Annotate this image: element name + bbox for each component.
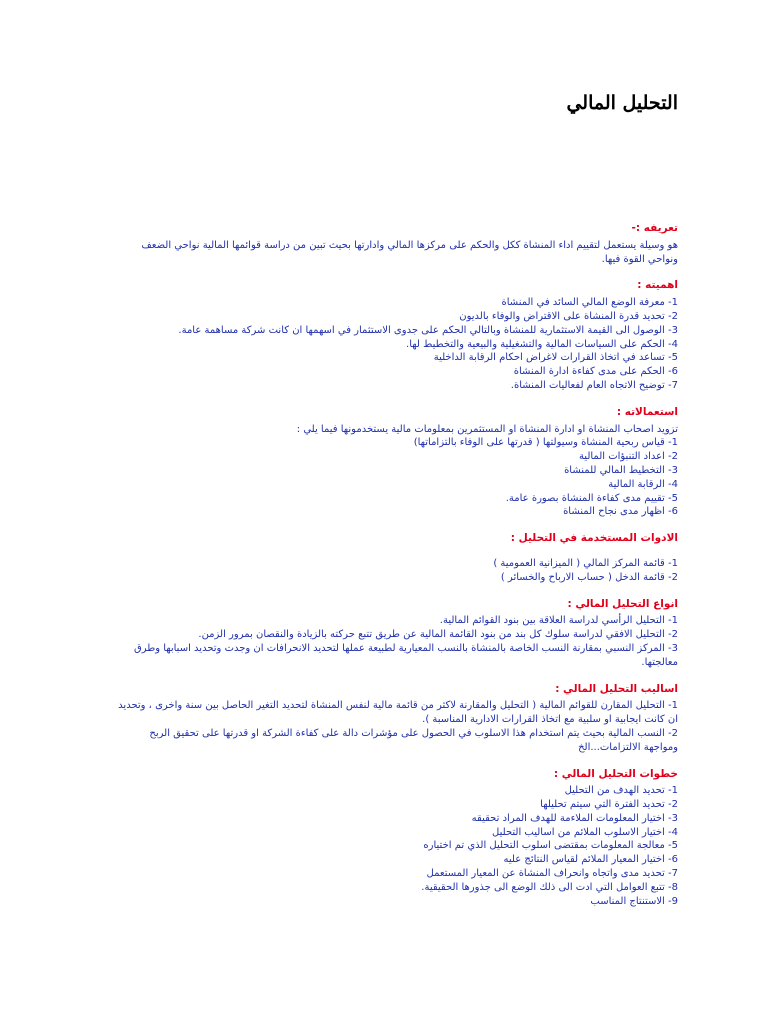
text-line: 4- اختيار الاسلوب الملائم من اساليب التحليل bbox=[492, 826, 678, 838]
section bbox=[118, 683, 678, 755]
text-line: 2- التحليل الافقي لدراسة سلوك كل بند من بنود القائمة المالية عن طريق تتبع حركته بالزيادة والنقصان بمرور الزمن. bbox=[198, 629, 678, 641]
text-line: 2- اعداد التنبؤات المالية bbox=[578, 451, 678, 463]
page-title: التحليل المالي bbox=[566, 92, 678, 114]
text-line: 7- تحديد مدى واتجاه وانحراف المنشاة عن المعيار المستعمل bbox=[426, 868, 678, 880]
text-line: 4- الحكم على السياسات المالية والتشغيلية والبيعية والتخطيط لها. bbox=[406, 338, 678, 350]
spacer bbox=[118, 549, 678, 557]
text-line: 1- التحليل الرأسي لدراسة العلاقة بين بنود القوائم المالية. bbox=[439, 615, 678, 627]
text-line: 2- قائمة الدخل ( حساب الارباح والخسائر ) bbox=[500, 571, 678, 583]
text-line: 1- تحديد الهدف من التحليل bbox=[564, 785, 678, 797]
section-heading: تعريفه :- bbox=[631, 222, 678, 234]
section-heading: انواع التحليل المالي : bbox=[567, 597, 678, 610]
section-heading: الادوات المستخدمة في التحليل : bbox=[510, 532, 678, 545]
text-line: 7- توضيح الاتجاه العام لفعاليات المنشاة. bbox=[510, 379, 678, 391]
text-line: 2- النسب المالية بحيث يتم استخدام هذا الاسلوب في الحصول على مؤشرات دالة على كفاءة الشركة او قدرتها على تحقيق الربح ومواجهة الالتزامات...الخ bbox=[149, 727, 678, 753]
section bbox=[118, 768, 678, 909]
text-line: 1- التحليل المقارن للقوائم المالية ( التحليل والمقارنة لاكثر من قائمة مالية لنفس المنشاة لتحديد التغير الحاصل بين سنة واخرى ، وتحديد ان كانت ايجابية او سلبية مع اتخاذ القرارات الادارية المناسبة ). bbox=[118, 700, 678, 726]
text-line: تزويد اصحاب المنشاة او ادارة المنشاة او المستثمرين بمعلومات مالية يستخدمونها فيما يلي : bbox=[296, 423, 678, 435]
section bbox=[118, 598, 678, 670]
text-line: 1- معرفة الوضع المالي السائد في المنشاة bbox=[501, 297, 678, 309]
text-line: 5- تساعد في اتخاذ القرارات لاغراض احكام الرقابة الداخلية bbox=[433, 352, 678, 364]
section-heading: استعمالاته : bbox=[616, 405, 678, 418]
section bbox=[118, 406, 678, 519]
text-line: 3- المركز النسبي بمقارنة النسب الخاصة بالمنشاة بالنسب المعيارية لطبيعة عملها لتحديد الانحرافات ان وجدت وتحديد اسبابها وطرق معالجتها. bbox=[133, 642, 678, 668]
text-line: 2- تحديد قدرة المنشاة على الاقتراض والوفاء بالديون bbox=[459, 310, 678, 322]
section-heading: خطوات التحليل المالي : bbox=[553, 767, 678, 780]
text-line: 6- اظهار مدى نجاح المنشاة bbox=[563, 506, 678, 518]
section bbox=[118, 222, 678, 266]
section bbox=[118, 532, 678, 584]
text-line: 1- قائمة المركز المالي ( الميزانية العمومية ) bbox=[493, 557, 678, 569]
text-line: 3- الوصول الى القيمة الاستثمارية للمنشاة وبالتالي الحكم على جدوى الاستثمار في اسهمها ان كانت شركة مساهمة عامة. bbox=[178, 324, 678, 336]
text-line: 2- تحديد الفترة التي سيتم تحليلها bbox=[540, 799, 678, 811]
text-line: 8- تتبع العوامل التي ادت الى ذلك الوضع الى جذورها الحقيقية. bbox=[421, 881, 678, 893]
text-line: 3- اختيار المعلومات الملاءمة للهدف المراد تحقيقه bbox=[471, 812, 678, 824]
text-line: 6- الحكم على مدى كفاءة ادارة المنشاة bbox=[513, 366, 678, 378]
section-heading: اساليب التحليل المالي : bbox=[555, 682, 678, 695]
text-line: 5- معالجة المعلومات بمقتضى اسلوب التحليل الذي تم اختياره bbox=[423, 840, 678, 852]
text-line: 6- اختيار المعيار الملائم لقياس النتائج عليه bbox=[503, 854, 678, 866]
text-line: هو وسيلة يستعمل لتقييم اداء المنشاة ككل والحكم على مركزها المالي وادارتها بحيث تبين من دراسة قوائمها المالية نواحي الضعف ونواحي القوة فيها. bbox=[141, 239, 678, 265]
section-heading: اهميته : bbox=[637, 279, 678, 292]
document-body bbox=[118, 222, 678, 921]
text-line: 1- قياس ربحية المنشاة وسيولتها ( قدرتها على الوفاء بالتزاماتها) bbox=[413, 437, 678, 449]
text-line: 9- الاستنتاج المناسب bbox=[590, 895, 678, 907]
section bbox=[118, 279, 678, 392]
text-line: 3- التخطيط المالي للمنشاة bbox=[564, 464, 678, 476]
text-line: 5- تقييم مدى كفاءة المنشاة بصورة عامة. bbox=[505, 492, 678, 504]
text-line: 4- الرقابة المالية bbox=[608, 478, 678, 490]
